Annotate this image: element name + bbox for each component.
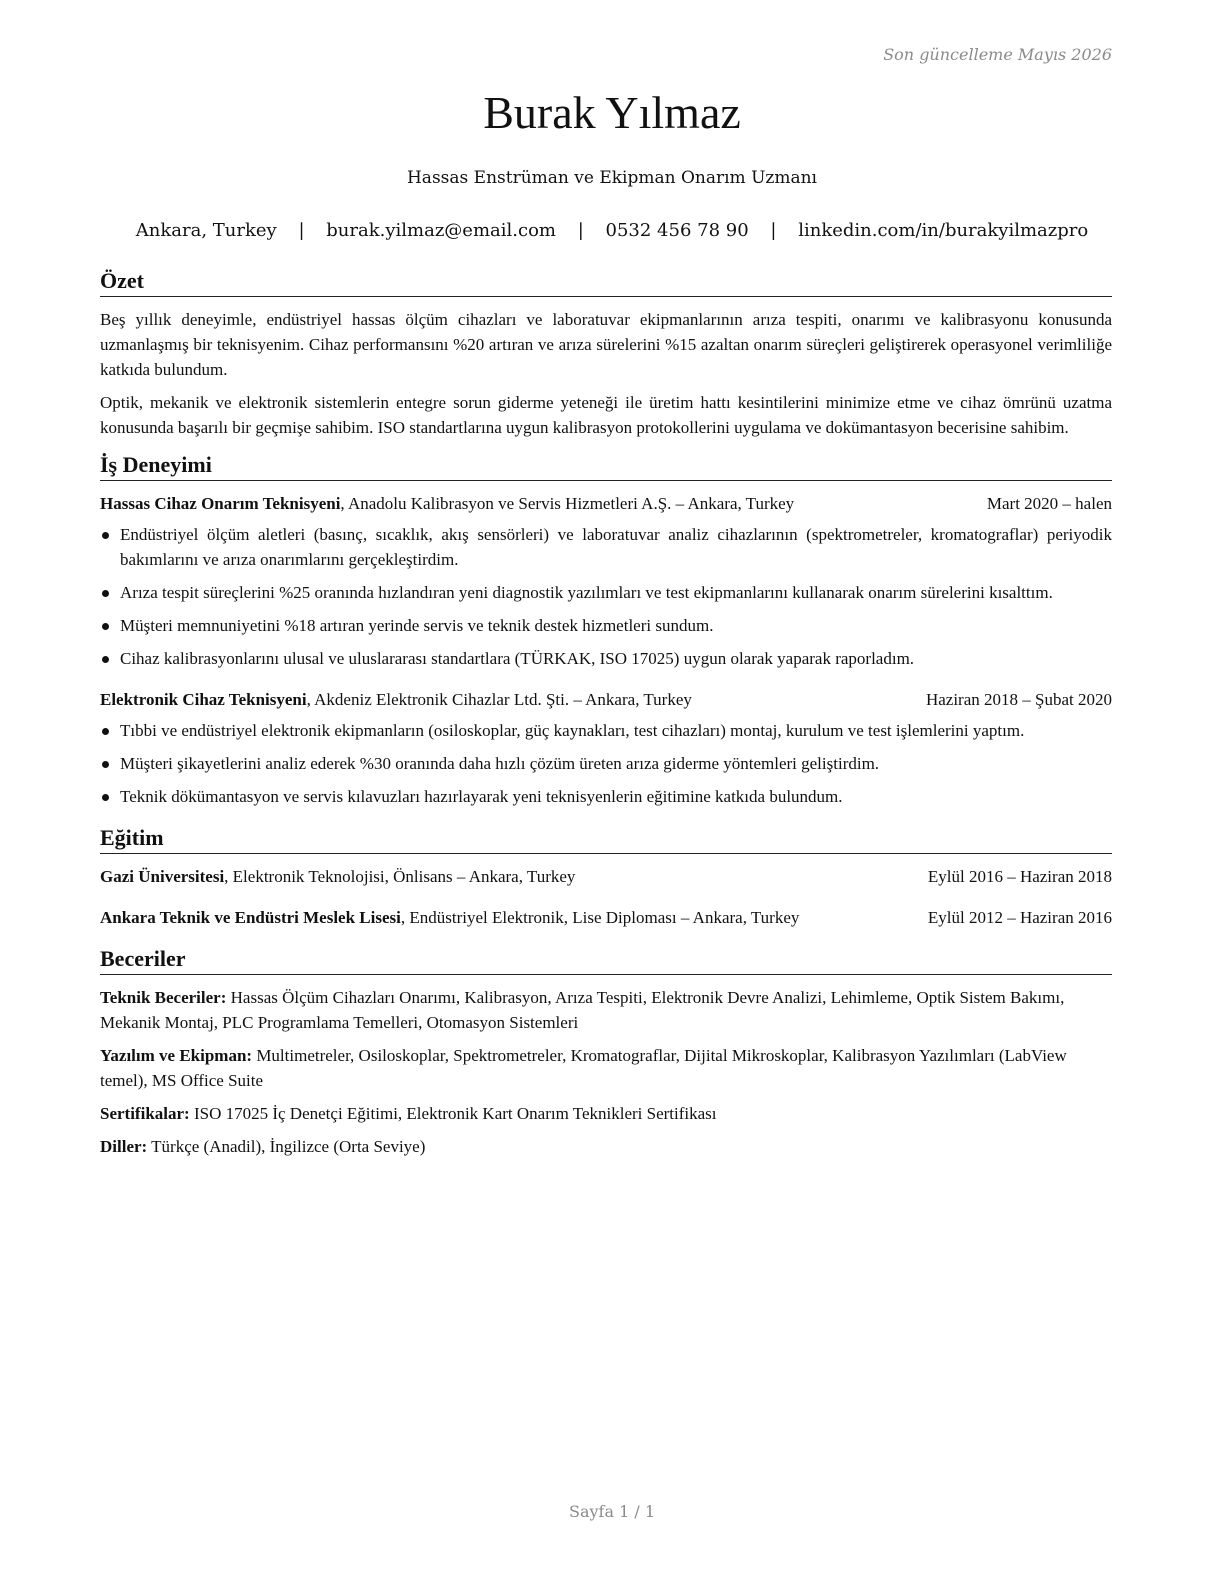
list-item [100, 751, 1112, 776]
education-header [100, 864, 1112, 889]
job-bullets [100, 718, 1112, 809]
skill-label: Sertifikalar: [100, 1104, 190, 1123]
skills-section [100, 946, 1112, 1159]
bullet-icon [102, 590, 109, 597]
contact-location: Ankara, Turkey [135, 220, 277, 241]
job-dates: Haziran 2018 – Şubat 2020 [925, 690, 1112, 709]
summary-paragraph: Optik, mekanik ve elektronik sistemlerin entegre sorun giderme yeteneği ile üretim hattı kesintilerini minimize etme ve cihaz ömrünü uzatma konusunda başarılı bir geçmişe sahibim. ISO standartlarına uygun kalibrasyon protokollerini uygulama ve dokümantasyon becerisine sahibim. [100, 393, 1112, 437]
summary-section [100, 268, 1112, 440]
skill-value: Multimetreler, Osiloskoplar, Spektrometreler, Kromatograflar, Dijital Mikroskoplar, Kalibrasyon Yazılımları (LabView temel), MS Office Suite [100, 1046, 1067, 1090]
contact-line [0, 220, 1224, 241]
section-heading-skills: Beceriler [100, 946, 1112, 975]
job-role: Elektronik Cihaz Teknisyeni [100, 690, 307, 709]
job-bullets [100, 522, 1112, 671]
skill-value: Türkçe (Anadil), İngilizce (Orta Seviye) [147, 1137, 426, 1156]
skill-line [100, 1101, 1112, 1126]
bullet-text: Cihaz kalibrasyonlarını ulusal ve uluslararası standartlara (TÜRKAK, ISO 17025) uygun olarak yaparak raporladım. [120, 649, 915, 668]
education-info [100, 905, 928, 930]
education-info [100, 864, 928, 889]
education-dates: Eylül 2016 – Haziran 2018 [927, 867, 1112, 886]
candidate-title: Hassas Enstrüman ve Ekipman Onarım Uzmanı [406, 168, 817, 188]
job-header [100, 687, 1112, 712]
candidate-name: Burak Yılmaz [483, 87, 741, 138]
education-section [100, 825, 1112, 930]
education-entry [100, 864, 1112, 889]
last-updated-note: Son güncelleme Mayıs 2026 [883, 45, 1112, 64]
contact-separator: | [770, 220, 777, 241]
skill-line [100, 1134, 1112, 1159]
skill-label: Teknik Beceriler: [100, 988, 227, 1007]
job-dates: Mart 2020 – halen [986, 494, 1112, 513]
contact-email[interactable]: burak.yilmaz@email.com [326, 220, 556, 241]
skill-value: ISO 17025 İç Denetçi Eğitimi, Elektronik Kart Onarım Teknikleri Sertifikası [189, 1104, 717, 1123]
bullet-text: Tıbbi ve endüstriyel elektronik ekipmanların (osiloskoplar, güç kaynakları, test cihazları) montaj, kurulum ve test işlemlerini yaptım. [120, 721, 1025, 740]
education-entry [100, 905, 1112, 930]
bullet-icon [102, 656, 109, 663]
list-item [100, 613, 1112, 638]
bullet-icon [102, 623, 109, 630]
bullet-text: Endüstriyel ölçüm aletleri (basınç, sıcaklık, akış sensörleri) ve laboratuvar analiz cihazlarının (spektrometreler, kromatograflar) periyodik bakımlarını ve arıza onarımlarını gerçekleştirdim. [120, 525, 1112, 569]
job-info [100, 687, 926, 712]
job-company: , Anadolu Kalibrasyon ve Servis Hizmetleri A.Ş. – Ankara, Turkey [340, 494, 795, 513]
list-item [100, 646, 1112, 671]
school-name: Ankara Teknik ve Endüstri Meslek Lisesi [100, 908, 401, 927]
experience-section [100, 452, 1112, 809]
contact-linkedin[interactable]: linkedin.com/in/burakyilmazpro [798, 220, 1089, 241]
skill-line [100, 985, 1112, 1035]
job-entry [100, 687, 1112, 809]
section-heading-education: Eğitim [100, 825, 1112, 854]
bullet-text: Müşteri memnuniyetini %18 artıran yerinde servis ve teknik destek hizmetleri sundum. [120, 616, 714, 635]
bullet-text: Müşteri şikayetlerini analiz ederek %30 oranında daha hızlı çözüm üreten arıza giderme yöntemleri geliştirdim. [120, 754, 880, 773]
bullet-icon [102, 761, 109, 768]
bullet-icon [102, 728, 109, 735]
skill-label: Diller: [100, 1137, 148, 1156]
education-dates: Eylül 2012 – Haziran 2016 [927, 908, 1112, 927]
list-item [100, 522, 1112, 572]
summary-paragraph: Beş yıllık deneyimle, endüstriyel hassas ölçüm cihazları ve laboratuvar ekipmanlarının arıza tespiti, onarımı ve kalibrasyonu konusunda uzmanlaşmış bir teknisyenim. Cihaz performansını %20 artıran ve arıza sürelerini %15 azaltan onarım süreçleri geliştirerek operasyonel verimliliğe katkıda bulundum. [100, 310, 1112, 379]
job-entry [100, 491, 1112, 671]
list-item [100, 718, 1112, 743]
list-item [100, 784, 1112, 809]
resume-body [100, 268, 1112, 1171]
skill-label: Yazılım ve Ekipman: [100, 1046, 253, 1065]
contact-separator: | [298, 220, 305, 241]
list-item [100, 580, 1112, 605]
bullet-icon [102, 794, 109, 801]
skill-value: Hassas Ölçüm Cihazları Onarımı, Kalibrasyon, Arıza Tespiti, Elektronik Devre Analizi, Lehimleme, Optik Sistem Bakımı, Mekanik Montaj, PLC Programlama Temelleri, Otomasyon Sistemleri [100, 988, 1065, 1032]
bullet-text: Arıza tespit süreçlerini %25 oranında hızlandıran yeni diagnostik yazılımları ve test ekipmanlarını kullanarak onarım sürelerini kısalttım. [120, 583, 1053, 602]
page-number: Sayfa 1 / 1 [568, 1502, 655, 1521]
education-header [100, 905, 1112, 930]
job-header [100, 491, 1112, 516]
school-name: Gazi Üniversitesi [100, 867, 225, 886]
contact-separator: | [577, 220, 584, 241]
bullet-icon [102, 532, 109, 539]
job-company: , Akdeniz Elektronik Cihazlar Ltd. Şti. – Ankara, Turkey [306, 690, 692, 709]
contact-phone: 0532 456 78 90 [605, 220, 749, 241]
bullet-text: Teknik dökümantasyon ve servis kılavuzları hazırlayarak yeni teknisyenlerin eğitimine katkıda bulundum. [120, 787, 843, 806]
section-heading-experience: İş Deneyimi [100, 452, 1112, 481]
job-info [100, 491, 987, 516]
school-details: , Elektronik Teknolojisi, Önlisans – Ankara, Turkey [224, 867, 576, 886]
skill-line [100, 1043, 1112, 1093]
section-heading-summary: Özet [100, 268, 1112, 297]
job-role: Hassas Cihaz Onarım Teknisyeni [100, 494, 341, 513]
school-details: , Endüstriyel Elektronik, Lise Diploması – Ankara, Turkey [400, 908, 800, 927]
